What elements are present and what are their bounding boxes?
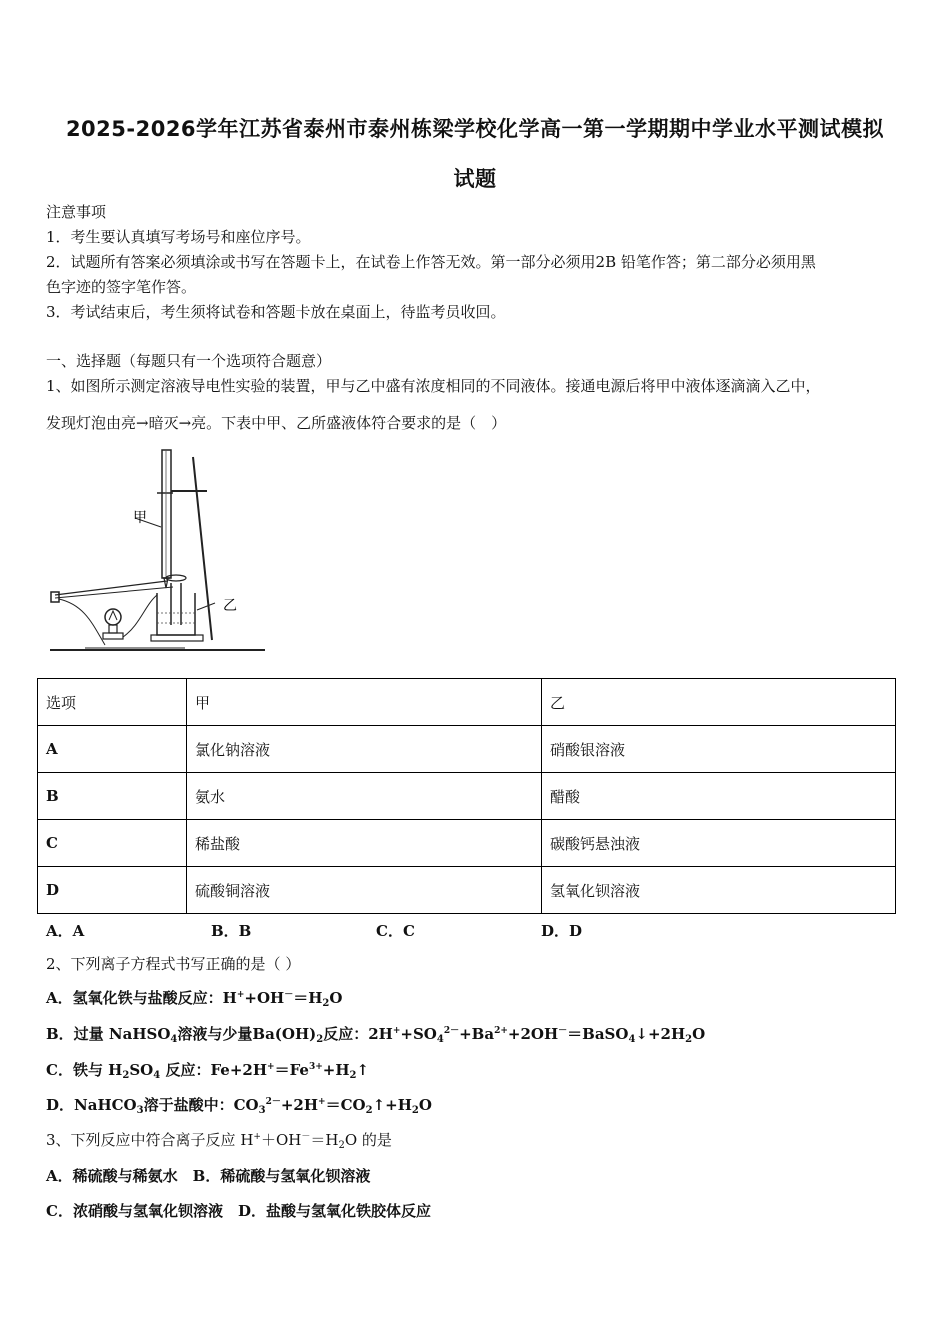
note-2-cont: 色字迹的签字笔作答。: [46, 278, 197, 296]
label-jia: 甲: [133, 510, 147, 526]
q3-stem-text2: 的是: [357, 1131, 392, 1149]
q2-option-d[interactable]: D．NaHCO$_3$溶于盐酸中：$CO_3^{2-}+2H^+=CO_2↑+H_2O$: [46, 1096, 432, 1116]
q2-b-text3: 反应：: [323, 1025, 369, 1043]
q2-option-b[interactable]: B．过量 NaHSO$_4$溶液与少量$Ba(OH)_2$反应：$2H^++SO_4^{2-}+Ba^{2+}+2OH^-=BaSO_4↓+2H_2O$: [46, 1025, 706, 1045]
q1-answer-d[interactable]: D．D: [541, 922, 583, 940]
row-a-yi: 硝酸银溶液: [542, 726, 896, 773]
table-row: [38, 820, 896, 867]
q2-d-text1: D．: [46, 1096, 75, 1114]
q2-a-text: A．氢氧化铁与盐酸反应：: [46, 989, 223, 1007]
table-row: [38, 867, 896, 914]
label-yi: 乙: [223, 598, 237, 614]
q2-d-text2: 溶于盐酸中：: [143, 1096, 234, 1114]
q3-options-ab[interactable]: A．稀硫酸与稀氨水 B．稀硫酸与氢氧化钡溶液: [46, 1167, 371, 1185]
note-1: 1．考生要认真填写考场号和座位序号。: [46, 228, 311, 246]
exam-title-line1: 2025-2026学年江苏省泰州市泰州栋梁学校化学高一第一学期期中学业水平测试模拟: [65, 117, 885, 141]
row-b-yi: 醋酸: [542, 773, 896, 820]
header-option: 选项: [38, 679, 187, 726]
exam-title-line2: 试题: [453, 167, 497, 191]
table-row: [38, 726, 896, 773]
row-c-jia: 稀盐酸: [187, 820, 542, 867]
q1-answer-c[interactable]: C．C: [376, 922, 415, 940]
q1-stem-line2: 发现灯泡由亮→暗灭→亮。下表中甲、乙所盛液体符合要求的是（ ）: [46, 414, 507, 432]
q2-b-text2: 溶液与少量: [177, 1025, 253, 1043]
note-2: 2．试题所有答案必须填涂或书写在答题卡上，在试卷上作答无效。第一部分必须用2B 铅笔作答；第二部分必须用黑: [46, 253, 816, 271]
notes-heading: 注意事项: [46, 203, 107, 221]
q2-stem: 2、下列离子方程式书写正确的是（ ）: [46, 955, 301, 973]
q1-options-table: [37, 678, 896, 914]
q3-options-cd[interactable]: C．浓硝酸与氢氧化钡溶液 D．盐酸与氢氧化铁胶体反应: [46, 1202, 431, 1220]
section-heading: 一、选择题（每题只有一个选项符合题意）: [46, 352, 332, 370]
conductivity-apparatus-figure: [45, 445, 270, 655]
table-row: [38, 773, 896, 820]
row-d-jia: 硫酸铜溶液: [187, 867, 542, 914]
row-c-yi: 碳酸钙悬浊液: [542, 820, 896, 867]
row-d-yi: 氢氧化钡溶液: [542, 867, 896, 914]
q3-stem-text1: 3、下列反应中符合离子反应 H: [46, 1131, 254, 1149]
note-3: 3．考试结束后，考生须将试卷和答题卡放在桌面上，待监考员收回。: [46, 303, 506, 321]
q1-answer-a[interactable]: A．A: [46, 922, 85, 940]
table-header-row: [38, 679, 896, 726]
q2-option-a[interactable]: A．氢氧化铁与盐酸反应：$H^++OH^-=H_2O$: [46, 989, 343, 1009]
q2-c-text1: C．铁与: [46, 1061, 103, 1079]
row-c-option: C: [38, 820, 187, 867]
row-a-jia: 氯化钠溶液: [187, 726, 542, 773]
q3-stem: 3、下列反应中符合离子反应 $H^++OH^-=H_2O$ 的是: [46, 1131, 392, 1151]
header-yi: 乙: [542, 679, 896, 726]
row-b-jia: 氨水: [187, 773, 542, 820]
row-d-option: D: [38, 867, 187, 914]
row-a-option: A: [38, 726, 187, 773]
q1-answer-b[interactable]: B．B: [211, 922, 252, 940]
q1-stem-line1: 1、如图所示测定溶液导电性实验的装置，甲与乙中盛有浓度相同的不同液体。接通电源后将甲中液体逐滴滴入乙中，: [46, 377, 821, 395]
row-b-option: B: [38, 773, 187, 820]
q2-b-text1: B．过量: [46, 1025, 104, 1043]
header-jia: 甲: [187, 679, 542, 726]
q2-option-c[interactable]: C．铁与 $H_2SO_4$ 反应：$Fe+2H^+=Fe^{3+}+H_2↑$: [46, 1061, 370, 1081]
q2-c-text2: 反应：: [165, 1061, 211, 1079]
